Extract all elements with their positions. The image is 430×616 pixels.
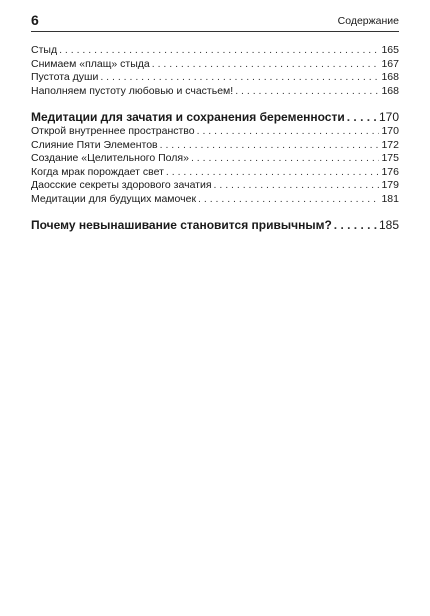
book-page (31, 0, 399, 233)
toc-entry (31, 71, 399, 85)
toc-entry-title: Пустота души (31, 71, 99, 83)
dot-leader (152, 58, 380, 72)
table-of-contents (31, 44, 399, 233)
toc-entry-title: Создание «Целительного Поля» (31, 152, 189, 164)
toc-entry-title: Стыд (31, 44, 58, 56)
toc-section-heading (31, 218, 399, 233)
dot-leader (214, 179, 380, 193)
toc-entry-page: 170 (381, 125, 399, 137)
toc-entry-page: 167 (381, 57, 399, 70)
toc-entry-title: Даосские секреты здорового зачатия (31, 179, 212, 191)
toc-entry-title: Медитации для будущих мамочек (31, 192, 197, 205)
spacer (31, 98, 399, 110)
dot-leader (197, 125, 380, 139)
toc-entry-page: 176 (381, 165, 399, 178)
toc-entry (31, 58, 399, 72)
spacer (31, 206, 399, 218)
page-header (31, 0, 399, 32)
dot-leader (198, 193, 379, 207)
toc-entry (31, 166, 399, 180)
toc-section-page: 185 (378, 218, 399, 232)
toc-entry (31, 139, 399, 153)
dot-leader (235, 85, 379, 99)
dot-leader (334, 218, 377, 233)
toc-entry (31, 193, 399, 207)
toc-entry-page: 172 (381, 138, 399, 151)
toc-entry-title: Слияние Пяти Элементов (31, 138, 158, 151)
toc-entry-title: Когда мрак порождает свет (31, 165, 164, 178)
toc-entry-title: Открой внутреннее пространство (31, 125, 195, 137)
toc-section-title: Почему невынашивание становится привычным? (31, 218, 332, 232)
toc-entry-page: 181 (381, 192, 399, 205)
dot-leader (191, 152, 380, 166)
toc-entry (31, 152, 399, 166)
toc-entry-title: Снимаем «плащ» стыда (31, 57, 150, 70)
toc-entry (31, 179, 399, 193)
toc-entry-page: 179 (381, 179, 399, 191)
toc-entry-page: 175 (381, 152, 399, 164)
toc-entry (31, 85, 399, 99)
dot-leader (59, 44, 379, 58)
toc-section-heading (31, 110, 399, 125)
toc-entry-title: Наполняем пустоту любовью и счастьем! (31, 84, 234, 97)
toc-entry-page: 165 (381, 44, 399, 56)
toc-section-page: 170 (378, 110, 399, 124)
dot-leader (160, 139, 380, 153)
toc-entry (31, 125, 399, 139)
toc-section-title: Медитации для зачатия и сохранения беременности (31, 110, 345, 124)
dot-leader (347, 110, 377, 125)
toc-entry (31, 44, 399, 58)
running-head: Содержание (337, 15, 399, 27)
dot-leader (166, 166, 380, 180)
dot-leader (100, 71, 379, 85)
toc-entry-page: 168 (381, 71, 399, 83)
toc-entry-page: 168 (381, 84, 399, 97)
page-number: 6 (31, 12, 39, 28)
